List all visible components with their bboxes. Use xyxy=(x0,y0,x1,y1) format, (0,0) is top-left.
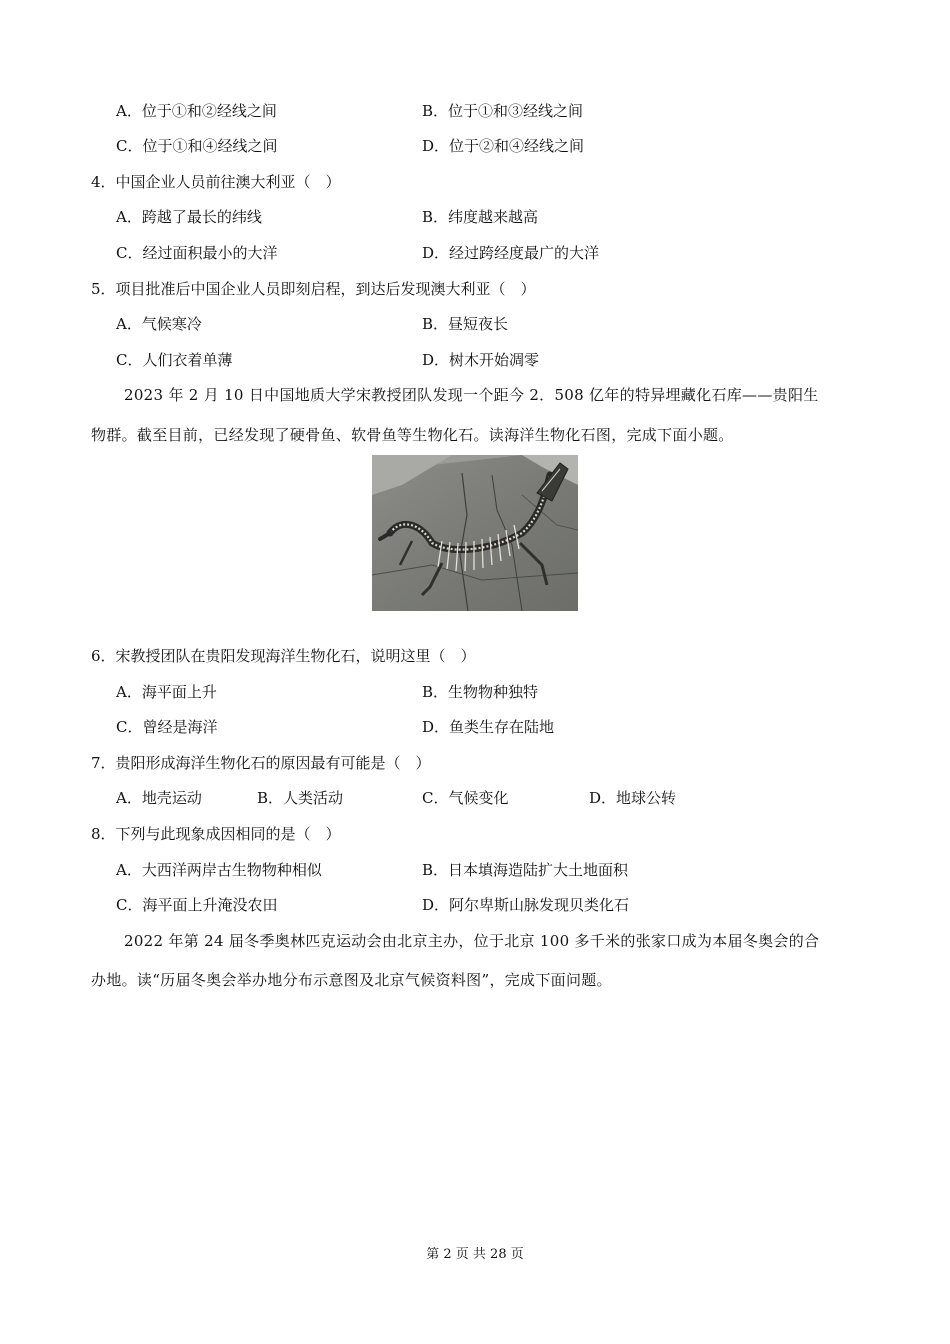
q3-option-b: B．位于①和③经线之间 xyxy=(422,102,584,120)
q4-option-d: D．经过跨经度最广的大洋 xyxy=(422,244,600,262)
q8-option-b: B．日本填海造陆扩大土地面积 xyxy=(422,861,629,879)
passage2-line2: 办地。读“历届冬奥会举办地分布示意图及北京气候资料图”，完成下面问题。 xyxy=(91,971,612,989)
q8-option-d: D．阿尔卑斯山脉发现贝类化石 xyxy=(422,896,630,914)
q6-option-a: A．海平面上升 xyxy=(116,683,217,701)
q8-option-c: C．海平面上升淹没农田 xyxy=(116,896,278,914)
q8-stem: 8．下列与此现象成因相同的是（ ） xyxy=(91,825,341,843)
q7-option-c: C．气候变化 xyxy=(422,789,509,807)
q5-option-d: D．树木开始凋零 xyxy=(422,351,540,369)
q7-option-d: D．地球公转 xyxy=(589,789,677,807)
q3-option-c: C．位于①和④经线之间 xyxy=(116,137,278,155)
q4-stem: 4．中国企业人员前往澳大利亚（ ） xyxy=(91,173,341,191)
q5-option-a: A．气候寒冷 xyxy=(116,315,202,333)
passage1-line1: 2023 年 2 月 10 日中国地质大学宋教授团队发现一个距今 2．508 亿年的特异埋藏化石库——贵阳生 xyxy=(124,386,819,404)
q5-option-c: C．人们衣着单薄 xyxy=(116,351,233,369)
q6-option-c: C．曾经是海洋 xyxy=(116,718,218,736)
q4-option-b: B．纬度越来越高 xyxy=(422,208,539,226)
passage2-line1: 2022 年第 24 届冬季奥林匹克运动会由北京主办，位于北京 100 多千米的张家口成为本届冬奥会的合 xyxy=(124,932,820,950)
q7-option-a: A．地壳运动 xyxy=(116,789,202,807)
q6-option-b: B．生物物种独特 xyxy=(422,683,539,701)
marine-fossil-image xyxy=(372,455,578,611)
q6-option-d: D．鱼类生存在陆地 xyxy=(422,718,555,736)
q4-option-a: A．跨越了最长的纬线 xyxy=(116,208,262,226)
q6-stem: 6．宋教授团队在贵阳发现海洋生物化石，说明这里（ ） xyxy=(91,647,476,665)
q5-stem: 5．项目批准后中国企业人员即刻启程，到达后发现澳大利亚（ ） xyxy=(91,280,536,298)
q5-option-b: B．昼短夜长 xyxy=(422,315,509,333)
q3-option-a: A．位于①和②经线之间 xyxy=(116,102,277,120)
q8-option-a: A．大西洋两岸古生物物种相似 xyxy=(116,861,322,879)
q7-option-b: B．人类活动 xyxy=(257,789,344,807)
q4-option-c: C．经过面积最小的大洋 xyxy=(116,244,278,262)
q3-option-d: D．位于②和④经线之间 xyxy=(422,137,585,155)
passage1-line2: 物群。截至目前，已经发现了硬骨鱼、软骨鱼等生物化石。读海洋生物化石图，完成下面小题。 xyxy=(91,426,734,444)
page-footer: 第 2 页 共 28 页 xyxy=(426,1247,524,1262)
q7-stem: 7．贵阳形成海洋生物化石的原因最有可能是（ ） xyxy=(91,754,431,772)
